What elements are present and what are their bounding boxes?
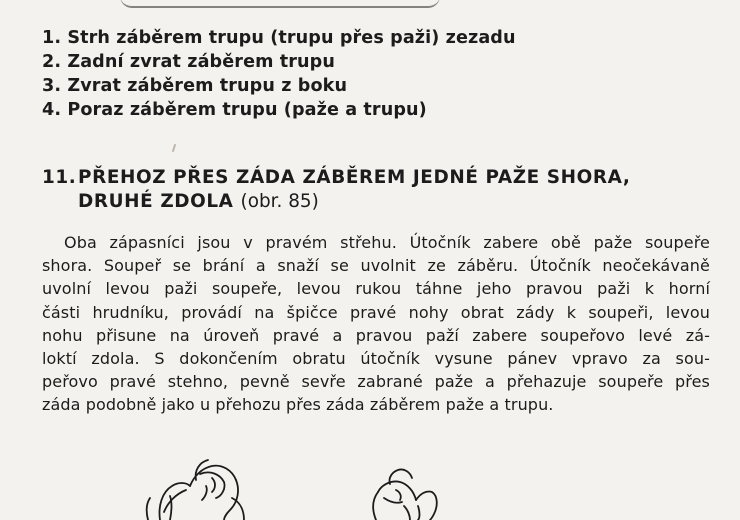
paragraph-line: záda podobně jako u přehozu přes záda záběrem paže a trupu. [42, 395, 554, 415]
technique-list [42, 26, 516, 122]
wrestlers-illustration [0, 440, 740, 520]
top-cut-off-line [120, 0, 440, 8]
section-title-line-2-text: DRUHÉ ZDOLA [78, 191, 234, 212]
list-item: 2. Zadní zvrat záběrem trupu [42, 52, 335, 72]
left-wrestlers-figure [147, 460, 244, 520]
section-title-line-2 [78, 190, 319, 214]
list-item: 4. Poraz záběrem trupu (paže a trupu) [42, 100, 427, 120]
paragraph-line: uvolní levou paži soupeře, levou rukou táhne jeho pravou paži k horní [42, 279, 710, 299]
paragraph-line: nohu přisune na úroveň pravé a pravou paží zabere soupeřovo levé zá- [42, 325, 710, 345]
list-item: 1. Strh záběrem trupu (trupu přes paži) zezadu [42, 28, 516, 48]
list-item: 3. Zvrat záběrem trupu z boku [42, 76, 348, 96]
paragraph-line: shora. Soupeř se brání a snaží se uvolnit ze záběru. Útočník neočekávaně [42, 256, 710, 276]
paragraph-line: části hrudníku, provádí na špičce pravé nohy obrat zády k soupeři, levou [42, 302, 710, 322]
paragraph-line: Oba zápasníci jsou v pravém střehu. Útočník zabere obě paže soupeře [64, 233, 710, 252]
right-wrestlers-figure [373, 469, 437, 520]
section-title-line-1: PŘEHOZ PŘES ZÁDA ZÁBĚREM JEDNÉ PAŽE SHORA, [78, 167, 631, 188]
body-paragraph [42, 231, 710, 417]
section-number: 11. [42, 167, 77, 188]
figure-reference: (obr. 85) [240, 191, 319, 212]
paper-speck [172, 144, 176, 152]
paragraph-line: peřovo pravé stehno, pevně sevře zabrané paže a přehazuje soupeře přes [42, 372, 710, 392]
paragraph-line: loktí zdola. S dokončením obratu útočník vysune pánev vpravo za sou- [42, 349, 710, 369]
